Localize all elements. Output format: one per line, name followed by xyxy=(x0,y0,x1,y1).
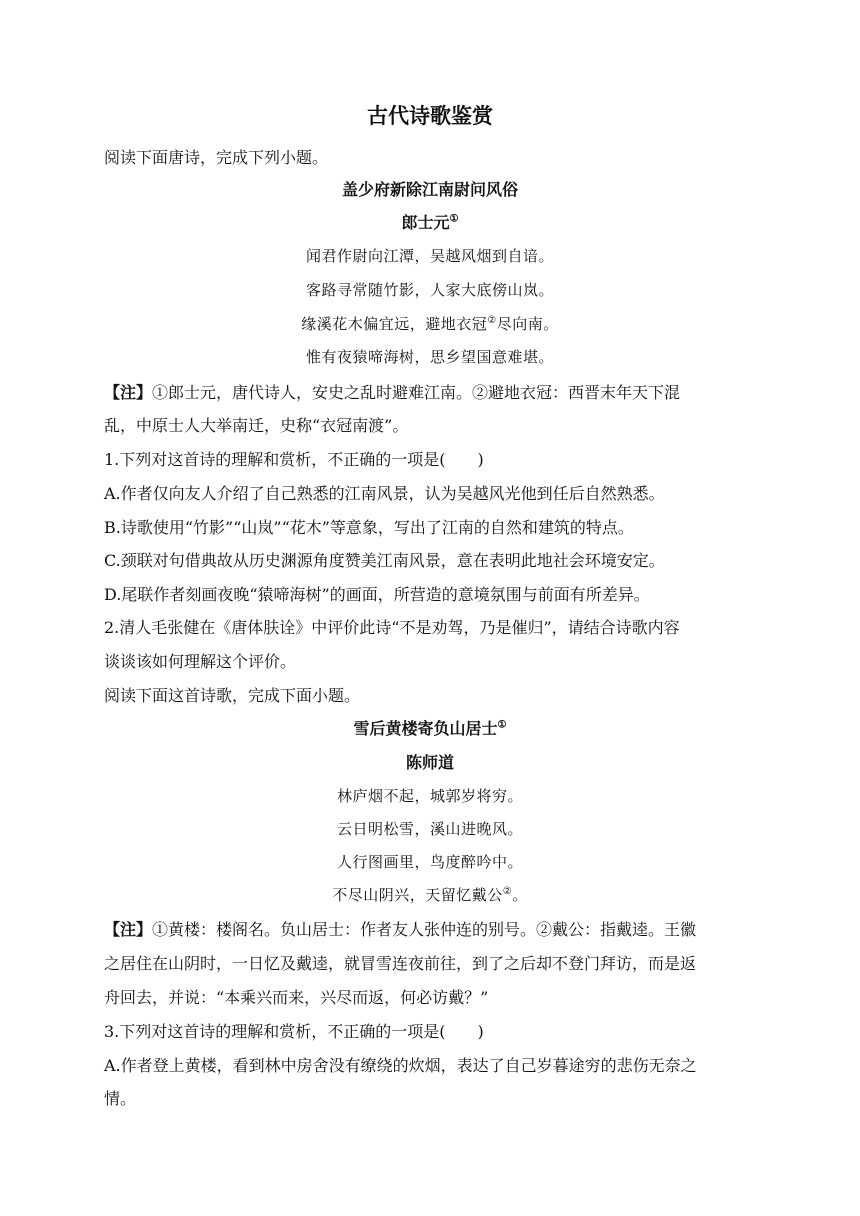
poem1-verse-3-footnote-mark: ② xyxy=(487,315,497,326)
poem2-title-footnote-mark: ① xyxy=(497,719,507,731)
poem1-verse-3-line xyxy=(0,313,860,334)
poem1-author-footnote-mark: ① xyxy=(449,213,459,225)
poem1-verse-2: 客路寻常随竹影，人家大底傍山岚。 xyxy=(305,281,554,299)
poem1-note-text-1: ①郎士元，唐代诗人，安史之乱时避难江南。②避地衣冠：西晋末年天下混 xyxy=(152,383,681,402)
poem1-verse-3: 缘溪花木偏宜远，避地衣冠 xyxy=(301,315,488,333)
poem2-note-line-3: 舟回去，并说：“本乘兴而来，兴尽而返，何必访戴？” xyxy=(104,988,489,1007)
poem1-verse-1: 闻君作尉向江潭，吴越风烟到自谙。 xyxy=(305,247,554,265)
poem1-note-line-1 xyxy=(104,380,764,403)
question-3: 3.下列对这首诗的理解和赏析，不正确的一项是( ) xyxy=(104,1022,484,1041)
poem2-note-text-1: ①黄楼：楼阁名。负山居士：作者友人张仲连的别号。②戴公：指戴逵。王徽 xyxy=(152,920,697,939)
poem2-note-line-1 xyxy=(104,917,764,940)
poem2-verse-4-tail: 。 xyxy=(512,886,528,904)
poem2-author: 陈师道 xyxy=(405,753,454,772)
document-title: 古代诗歌鉴赏 xyxy=(367,104,493,128)
poem2-verse-1: 林庐烟不起，城郭岁将穷。 xyxy=(336,787,523,805)
poem1-author-line xyxy=(0,210,860,233)
question-1-option-a: A.作者仅向友人介绍了自己熟悉的江南风景，认为吴越风光他到任后自然熟悉。 xyxy=(104,484,665,503)
poem1-verse-4: 惟有夜猿啼海树，思乡望国意难堪。 xyxy=(305,348,554,366)
poem2-verse-4: 不尽山阴兴，天留忆戴公 xyxy=(332,886,503,904)
poem2-verse-4-line xyxy=(0,884,860,905)
question-2-line-2: 谈谈该如何理解这个评价。 xyxy=(104,652,297,671)
section1-instruction: 阅读下面唐诗，完成下列小题。 xyxy=(104,148,329,167)
poem2-note-label: 【注】 xyxy=(104,920,153,939)
poem2-title: 雪后黄楼寄负山居士 xyxy=(353,719,498,738)
poem2-title-line xyxy=(0,716,860,739)
poem1-note-line-2: 乱，中原士人大举南迁，史称“衣冠南渡”。 xyxy=(104,416,409,435)
poem2-note-line-2: 之居住在山阴时，一日忆及戴逵，就冒雪连夜前往，到了之后却不登门拜访，而是返 xyxy=(104,954,697,973)
poem2-verse-2: 云日明松雪，溪山进晚风。 xyxy=(336,820,523,838)
question-1-option-c: C.颈联对句借典故从历史渊源角度赞美江南风景，意在表明此地社会环境安定。 xyxy=(104,551,665,570)
question-3-option-a-line-2: 情。 xyxy=(104,1089,137,1108)
poem2-verse-3: 人行图画里，鸟度醉吟中。 xyxy=(336,853,523,871)
question-3-option-a-line-1: A.作者登上黄楼，看到林中房舍没有缭绕的炊烟，表达了自己岁暮途穷的悲伤无奈之 xyxy=(104,1056,697,1075)
section2-instruction: 阅读下面这首诗歌，完成下面小题。 xyxy=(104,686,361,705)
poem1-note-label: 【注】 xyxy=(104,383,153,402)
poem1-title: 盖少府新除江南尉问风俗 xyxy=(341,180,518,199)
poem1-author: 郎士元 xyxy=(401,213,450,232)
question-1-option-d: D.尾联作者刻画夜晚“猿啼海树”的画面，所营造的意境氛围与前面有所差异。 xyxy=(104,585,650,604)
question-1-option-b: B.诗歌使用“竹影”“山岚”“花木”等意象，写出了江南的自然和建筑的特点。 xyxy=(104,518,634,537)
poem1-verse-3-tail: 尽向南。 xyxy=(496,315,559,333)
question-1: 1.下列对这首诗的理解和赏析，不正确的一项是( ) xyxy=(104,450,484,469)
question-2-line-1: 2.清人毛张健在《唐体肤诠》中评价此诗“不是劝驾，乃是催归”，请结合诗歌内容 xyxy=(104,618,680,637)
poem2-verse-4-footnote-mark: ② xyxy=(502,886,513,897)
